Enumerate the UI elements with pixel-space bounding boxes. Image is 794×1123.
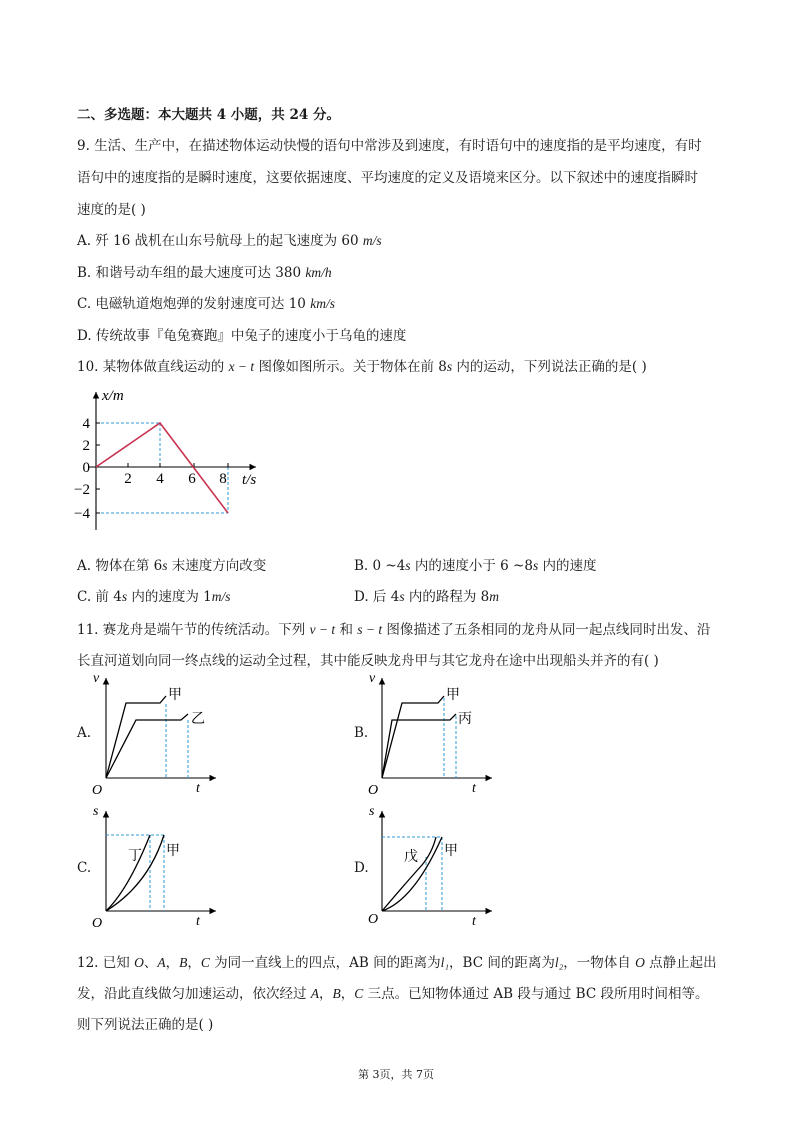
q12-var-a: A bbox=[310, 986, 320, 1001]
q12-var-b: B bbox=[179, 955, 188, 970]
q9-option-c-unit: km/s bbox=[310, 296, 335, 311]
q11-b-y-label: v bbox=[369, 671, 376, 686]
q10-option-c-unit: s bbox=[121, 589, 128, 604]
q12-text: 点静止起出 bbox=[644, 955, 717, 971]
q11-a-y-label: v bbox=[93, 671, 100, 686]
q9-option-c-text: C. 电磁轨道炮炮弹的发射速度可达 10 bbox=[77, 296, 311, 312]
q11-stem-vt: v − t bbox=[309, 622, 336, 637]
q10-stem bbox=[77, 355, 647, 375]
q10-ytick-2: 2 bbox=[82, 438, 90, 454]
q10-option-b bbox=[354, 554, 597, 574]
q10-option-d-unit2: m bbox=[489, 589, 499, 604]
q11-stem-mid: 和 bbox=[335, 622, 358, 638]
q10-option-d bbox=[354, 585, 499, 605]
q11-graph-d bbox=[364, 805, 504, 934]
q9-option-a bbox=[77, 229, 382, 249]
q11-a-boat1-line bbox=[106, 696, 166, 778]
q12-text: 12. 已知 bbox=[77, 955, 135, 971]
q9-option-d: D. 传统故事『龟兔赛跑』中兔子的速度小于乌龟的速度 bbox=[77, 328, 407, 344]
q10-option-a-post: 末速度方向改变 bbox=[167, 558, 267, 574]
q11-stem-pre: 11. 赛龙舟是端午节的传统活动。下列 bbox=[77, 622, 310, 638]
q12-text: 为同一直线上的四点，AB 间的距离为 bbox=[209, 955, 441, 971]
q11-c-boat2: 丁 bbox=[128, 848, 142, 864]
q11-c-boat2-curve bbox=[106, 835, 150, 911]
q10-option-a bbox=[77, 554, 266, 574]
q11-b-x-label: t bbox=[472, 781, 476, 796]
q11-graph-b bbox=[364, 672, 504, 801]
q11-stem-line1 bbox=[77, 618, 710, 638]
q10-xtick-2: 2 bbox=[124, 471, 132, 487]
q12-text: 三点。已知物体通过 AB 段与通过 BC 段所用时间相等。 bbox=[363, 986, 709, 1002]
q10-option-b-post: 内的速度 bbox=[538, 558, 597, 574]
q12-stem-line1 bbox=[77, 951, 717, 971]
q12-stem-line2 bbox=[77, 982, 708, 1002]
q11-b-origin: O bbox=[368, 783, 379, 798]
q10-stem-post: 内的运动，下列说法正确的是( ) bbox=[452, 359, 647, 375]
q10-xt-graph bbox=[70, 380, 270, 544]
q10-option-c-unit2: m/s bbox=[211, 589, 231, 604]
q11-option-b-label: B. bbox=[354, 725, 369, 741]
q11-d-origin: O bbox=[368, 912, 379, 927]
q9-option-a-text: A. 歼 16 战机在山东号航母上的起飞速度为 60 bbox=[77, 233, 363, 249]
q12-text: 发，沿此直线做匀加速运动，依次经过 bbox=[77, 986, 311, 1002]
q11-c-boat1: 甲 bbox=[166, 843, 180, 859]
q11-a-boat1: 甲 bbox=[168, 687, 182, 703]
section-heading: 二、多选题：本大题共 4 小题，共 24 分。 bbox=[77, 107, 340, 123]
q9-option-c bbox=[77, 292, 335, 312]
q12-text: ， bbox=[187, 955, 201, 971]
q10-y-label: x/m bbox=[102, 388, 124, 404]
q10-option-b-mid: 内的速度小于 6 ~8 bbox=[410, 558, 533, 574]
q10-stem-var: x − t bbox=[228, 359, 255, 374]
q10-ytick-m4: −4 bbox=[74, 506, 90, 522]
q9-stem-line1: 9. 生活、生产中，在描述物体运动快慢的语句中常涉及到速度，有时语句中的速度指的是平均速度，有时 bbox=[77, 138, 702, 154]
q11-a-boat2-line bbox=[106, 714, 188, 778]
q11-a-x-label: t bbox=[196, 781, 200, 796]
q11-d-boat2: 戊 bbox=[404, 849, 418, 865]
q12-text: ，一物体自 bbox=[563, 955, 636, 971]
q10-option-d-mid: 内的路程为 8 bbox=[404, 589, 490, 605]
q10-xtick-8: 8 bbox=[219, 471, 227, 487]
q11-c-boat1-curve bbox=[106, 835, 164, 911]
q11-graph-a bbox=[88, 672, 228, 801]
q10-option-b-unit: s bbox=[405, 558, 411, 573]
q11-b-boat1-line bbox=[382, 696, 444, 778]
q11-option-a-label: A. bbox=[77, 725, 92, 741]
q9-option-b bbox=[77, 261, 332, 281]
q10-stem-pre: 10. 某物体做直线运动的 bbox=[77, 359, 229, 375]
q10-stem-mid: 图像如图所示。关于物体在前 8 bbox=[254, 359, 447, 375]
q12-var-a: A bbox=[157, 955, 166, 970]
q11-d-boat1: 甲 bbox=[444, 843, 458, 859]
q10-ytick-0: 0 bbox=[82, 460, 90, 476]
q10-option-d-unit: s bbox=[399, 589, 405, 604]
q12-var-l2: l₂ bbox=[554, 955, 564, 970]
q12-var-o: O bbox=[134, 955, 144, 970]
q11-stem-post: 图像描述了五条相同的龙舟从同一起点线同时出发、沿 bbox=[382, 622, 711, 638]
q12-var-c: C bbox=[354, 986, 364, 1001]
q9-option-a-unit: m/s bbox=[362, 233, 382, 248]
q11-stem-st: s − t bbox=[357, 622, 383, 637]
q12-var-c: C bbox=[200, 955, 210, 970]
page-number: 第 3页，共 7页 bbox=[358, 1068, 434, 1081]
q11-c-y-label: s bbox=[93, 804, 99, 819]
q12-text: 、 bbox=[143, 955, 158, 971]
q9-option-b-text: B. 和谐号动车组的最大速度可达 380 bbox=[77, 265, 306, 281]
q9-stem-line3: 速度的是( ) bbox=[77, 202, 146, 218]
q11-c-x-label: t bbox=[196, 914, 200, 929]
q9-option-b-unit: km/h bbox=[305, 265, 332, 280]
q10-ytick-4: 4 bbox=[82, 416, 90, 432]
q11-b-boat2-line bbox=[382, 714, 456, 778]
q12-text: ，BC 间的距离为 bbox=[449, 955, 555, 971]
q11-option-d-label: D. bbox=[354, 860, 369, 876]
q10-option-a-unit: s bbox=[162, 558, 168, 573]
q10-xtick-6: 6 bbox=[188, 471, 196, 487]
q11-stem-line2: 长直河道划向同一终点线的运动全过程，其中能反映龙舟甲与其它龙舟在途中出现船头并齐的有( ) bbox=[77, 653, 659, 669]
q10-stem-unit: s bbox=[446, 359, 453, 374]
q10-option-c bbox=[77, 585, 231, 605]
q12-var-o: O bbox=[635, 955, 645, 970]
q10-xt-line bbox=[96, 423, 228, 513]
q12-stem-line3: 则下列说法正确的是( ) bbox=[77, 1017, 214, 1033]
q10-option-b-pre: B. 0 ~4 bbox=[354, 558, 406, 574]
q12-text: ， bbox=[319, 986, 333, 1002]
q11-graph-c bbox=[88, 805, 228, 934]
q12-var-b: B bbox=[332, 986, 341, 1001]
q11-b-boat2: 丙 bbox=[458, 711, 472, 727]
q10-option-c-mid: 内的速度为 1 bbox=[127, 589, 212, 605]
q12-text: ， bbox=[165, 955, 180, 971]
q10-option-b-unit2: s bbox=[532, 558, 539, 573]
q10-option-a-pre: A. 物体在第 6 bbox=[77, 558, 163, 574]
q10-ytick-m2: −2 bbox=[74, 482, 90, 498]
q11-c-origin: O bbox=[92, 916, 103, 931]
q11-b-boat1: 甲 bbox=[446, 687, 460, 703]
q9-stem-line2: 语句中的速度指的是瞬时速度，这要依据速度、平均速度的定义及语境来区分。以下叙述中的速度指瞬时 bbox=[77, 170, 698, 186]
q11-d-x-label: t bbox=[472, 914, 476, 929]
q10-option-c-pre: C. 前 4 bbox=[77, 589, 122, 605]
q10-x-label: t/s bbox=[242, 472, 257, 488]
q11-a-origin: O bbox=[92, 783, 103, 798]
q10-option-d-pre: D. 后 4 bbox=[354, 589, 400, 605]
q10-xtick-4: 4 bbox=[156, 471, 164, 487]
q11-d-y-label: s bbox=[369, 804, 375, 819]
q12-var-l1: l₁ bbox=[440, 955, 450, 970]
q11-a-boat2: 乙 bbox=[191, 711, 205, 727]
q12-text: ， bbox=[340, 986, 355, 1002]
q11-option-c-label: C. bbox=[77, 860, 92, 876]
